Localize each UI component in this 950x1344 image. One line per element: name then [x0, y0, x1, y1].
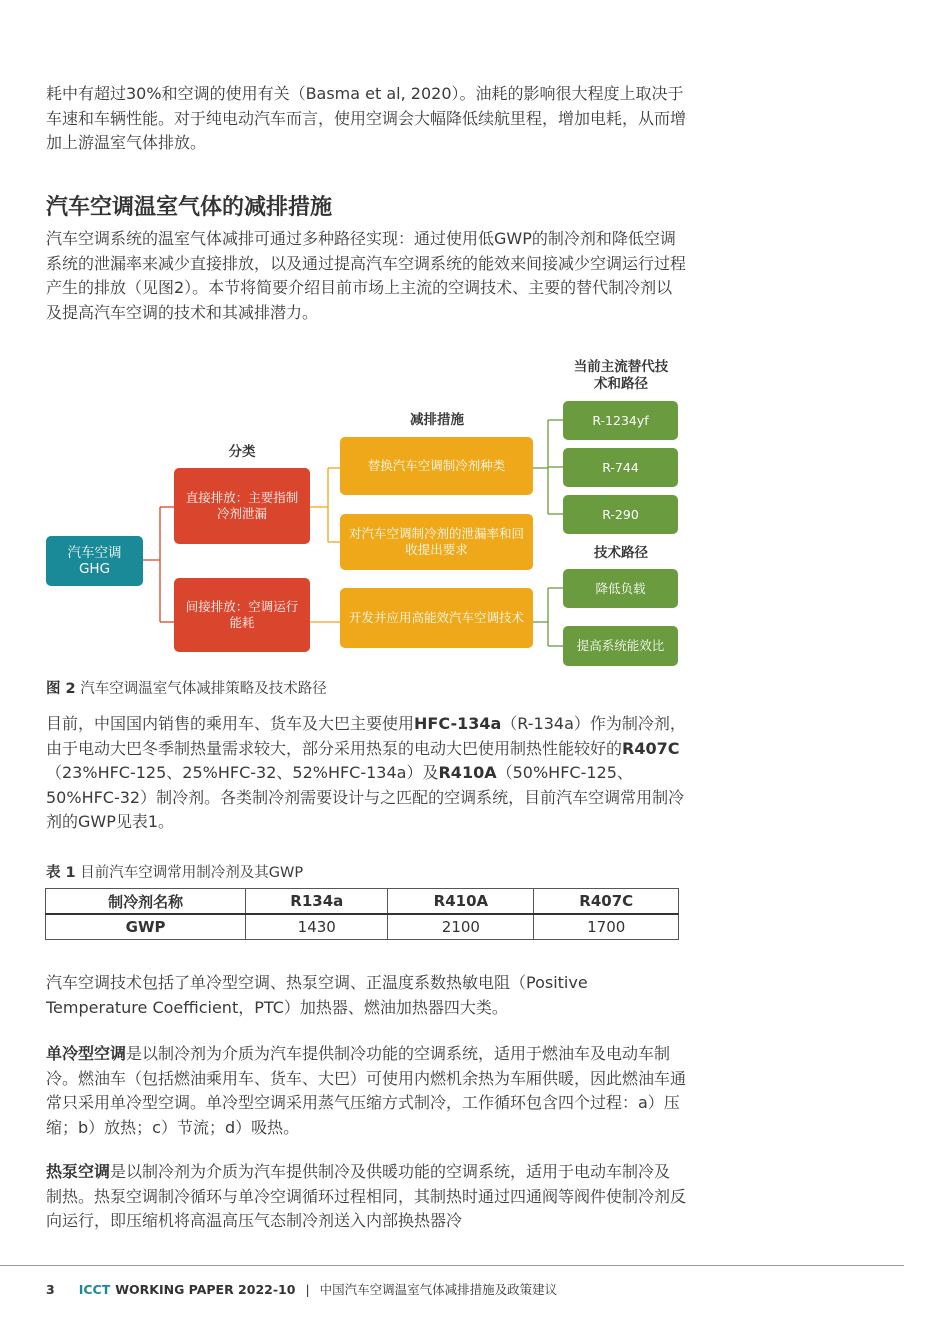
figure-caption-text: 汽车空调温室气体减排策略及技术路径	[80, 681, 327, 697]
label-category: 分类	[228, 444, 256, 460]
table-header-row	[46, 889, 679, 915]
node-r1234yf: R-1234yf	[563, 401, 678, 440]
node-indirect-emissions: 间接排放：空调运行能耗	[174, 578, 310, 652]
paragraph-cooling-only-ac	[46, 1042, 686, 1140]
text-run: （R-134a）作为制冷剂，由于电动大巴冬季制热量需求较大，部分采用热泵的电动大巴使用制热性能较好的	[46, 714, 686, 758]
text-bold-heat-pump: 热泵空调	[46, 1162, 111, 1181]
table-row-label: GWP	[46, 914, 246, 940]
text-run: （23%HFC-125、25%HFC-32、52%HFC-134a）及	[46, 763, 439, 782]
node-replace-refrigerant: 替换汽车空调制冷剂种类	[340, 437, 533, 495]
page-footer	[46, 1280, 557, 1298]
text-bold-r407c: R407C	[622, 738, 680, 758]
node-direct-emissions: 直接排放：主要指制冷剂泄漏	[174, 468, 310, 544]
paragraph-refrigerants	[46, 712, 686, 835]
text-bold-cooling-only: 单冷型空调	[46, 1044, 127, 1063]
footer-org: ICCT	[78, 1281, 111, 1297]
text-run: （50%HFC-125、50%HFC-32）制冷剂。各类制冷剂需要设计与之匹配的空调系统，目前汽车空调常用制冷剂的GWP见表1。	[46, 763, 685, 831]
node-high-efficiency-tech: 开发并应用高能效汽车空调技术	[340, 588, 533, 648]
gwp-table	[45, 888, 679, 940]
paragraph-heat-pump-ac	[46, 1160, 686, 1234]
table-caption-text: 目前汽车空调常用制冷剂及其GWP	[80, 865, 304, 881]
node-leak-recovery: 对汽车空调制冷剂的泄漏率和回收提出要求	[340, 514, 533, 570]
footer-divider	[0, 1265, 904, 1266]
table-row	[46, 914, 679, 940]
paragraph-intro-continued: 耗中有超过30%和空调的使用有关（Basma et al, 2020）。油耗的影响很大程度上取决于车速和车辆性能。对于纯电动汽车而言，使用空调会大幅降低续航里程，增加电耗，从而增加上游温室气体排放。	[46, 84, 687, 152]
figure-2-diagram	[0, 350, 950, 680]
footer-title: 中国汽车空调温室气体减排措施及政策建议	[319, 1282, 558, 1297]
label-mainstream-alternatives: 当前主流替代技术和路径	[573, 359, 669, 392]
node-ac-ghg: 汽车空调GHG	[46, 536, 143, 586]
table-caption	[46, 861, 303, 882]
label-tech-path: 技术路径	[594, 545, 648, 561]
table-header-cell: R410A	[388, 889, 534, 915]
table-header-cell: R134a	[246, 889, 388, 915]
text-run: 是以制冷剂为介质为汽车提供制冷功能的空调系统，适用于燃油车及电动车制冷。燃油车（包括燃油乘用车、货车、大巴）可使用内燃机余热为车厢供暖，因此燃油车通常只采用单冷型空调。单冷型空调采用蒸气压缩方式制冷，工作循环包含四个过程：a）压缩；b）放热；c）节流；d）吸热。	[46, 1044, 687, 1137]
figure-caption-label: 图 2	[46, 681, 76, 697]
text-bold-hfc134a: HFC-134a	[414, 714, 502, 733]
node-r290: R-290	[563, 495, 678, 534]
node-improve-cop: 提高系统能效比	[563, 626, 678, 666]
section-heading: 汽车空调温室气体的减排措施	[46, 195, 333, 220]
node-reduce-load: 降低负载	[563, 569, 678, 608]
paragraph-ac-types: 汽车空调技术包括了单冷型空调、热泵空调、正温度系数热敏电阻（Positive Temperature Coefficient，PTC）加热器、燃油加热器四大类。	[46, 973, 588, 1017]
paragraph-section-intro: 汽车空调系统的温室气体减排可通过多种路径实现：通过使用低GWP的制冷剂和降低空调系统的泄漏率来减少直接排放，以及通过提高汽车空调系统的能效来间接减少空调运行过程产生的排放（见图2）。本节将简要介绍目前市场上主流的空调技术、主要的替代制冷剂以及提高汽车空调的技术和其减排潜力。	[46, 229, 687, 322]
figure-caption	[46, 677, 327, 698]
table-header-cell: 制冷剂名称	[46, 889, 246, 915]
table-caption-label: 表 1	[46, 865, 76, 881]
page-number: 3	[46, 1281, 55, 1297]
table-cell: 2100	[388, 914, 534, 940]
footer-series: WORKING PAPER 2022-10	[115, 1281, 296, 1297]
table-header-cell: R407C	[534, 889, 679, 915]
text-bold-r410a: R410A	[438, 763, 497, 782]
node-r744: R-744	[563, 448, 678, 487]
label-measures: 减排措施	[410, 412, 464, 428]
text-run: 是以制冷剂为介质为汽车提供制冷及供暖功能的空调系统，适用于电动车制冷及制热。热泵空调制冷循环与单冷空调循环过程相同，其制热时通过四通阀等阀件使制冷剂反向运行，即压缩机将高温高压气态制冷剂送入内部换热器冷	[46, 1162, 687, 1230]
table-cell: 1700	[534, 914, 679, 940]
table-cell: 1430	[246, 914, 388, 940]
footer-separator: |	[305, 1281, 310, 1297]
text-run: 目前，中国国内销售的乘用车、货车及大巴主要使用	[46, 714, 415, 733]
